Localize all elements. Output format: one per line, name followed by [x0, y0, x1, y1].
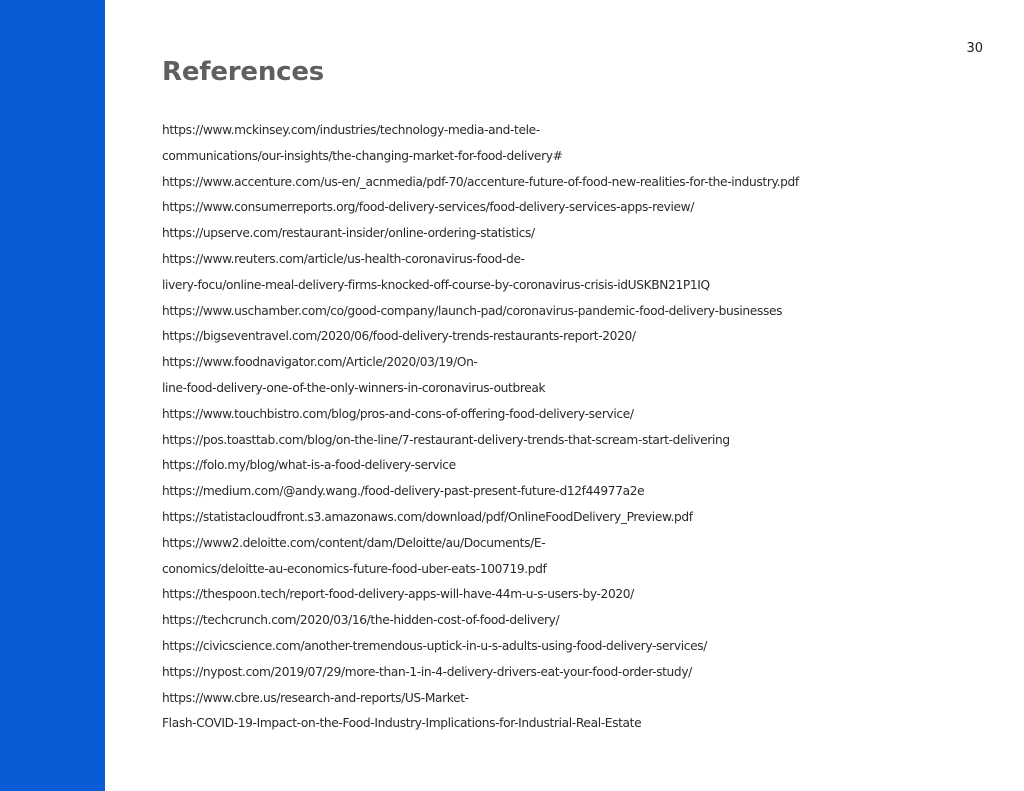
reference-line[interactable]: livery-focu/online-meal-delivery-firms-knocked-off-course-by-coronavirus-crisis-idUSKBN21P1IQ	[162, 277, 710, 292]
reference-line[interactable]: conomics/deloitte-au-economics-future-food-uber-eats-100719.pdf	[162, 561, 547, 576]
reference-line[interactable]: line-food-delivery-one-of-the-only-winners-in-coronavirus-outbreak	[162, 380, 546, 395]
reference-line[interactable]: https://pos.toasttab.com/blog/on-the-line/7-restaurant-delivery-trends-that-scream-start-delivering	[162, 432, 730, 447]
references-list	[162, 118, 962, 737]
page-title: References	[162, 57, 325, 87]
page-number: 30	[966, 41, 983, 56]
reference-line[interactable]: https://nypost.com/2019/07/29/more-than-1-in-4-delivery-drivers-eat-your-food-order-study/	[162, 664, 692, 679]
reference-line[interactable]: https://medium.com/@andy.wang./food-delivery-past-present-future-d12f44977a2e	[162, 484, 645, 499]
reference-line[interactable]: https://www.reuters.com/article/us-health-coronavirus-food-de-	[162, 251, 525, 266]
reference-line[interactable]: https://www.mckinsey.com/industries/technology-media-and-tele-	[162, 123, 540, 137]
reference-line[interactable]: https://upserve.com/restaurant-insider/online-ordering-statistics/	[162, 226, 535, 241]
reference-line[interactable]: https://www.accenture.com/us-en/_acnmedia/pdf-70/accenture-future-of-food-new-realities-for-the-industry.pdf	[162, 174, 799, 189]
side-accent-bar	[0, 0, 105, 791]
reference-line[interactable]: communications/our-insights/the-changing-market-for-food-delivery#	[162, 148, 563, 163]
reference-line[interactable]: https://thespoon.tech/report-food-delivery-apps-will-have-44m-u-s-users-by-2020/	[162, 587, 634, 602]
reference-line[interactable]: https://statistacloudfront.s3.amazonaws.com/download/pdf/OnlineFoodDelivery_Preview.pdf	[162, 509, 693, 524]
reference-line[interactable]: https://www.touchbistro.com/blog/pros-and-cons-of-offering-food-delivery-service/	[162, 406, 634, 421]
reference-line[interactable]: https://techcrunch.com/2020/03/16/the-hidden-cost-of-food-delivery/	[162, 613, 560, 628]
reference-line[interactable]: https://www2.deloitte.com/content/dam/Deloitte/au/Documents/E-	[162, 535, 546, 550]
reference-line[interactable]: https://www.consumerreports.org/food-delivery-services/food-delivery-services-apps-review/	[162, 200, 695, 215]
reference-line[interactable]: Flash-COVID-19-Impact-on-the-Food-Industry-Implications-for-Industrial-Real-Estate	[162, 716, 642, 731]
reference-line[interactable]: https://www.uschamber.com/co/good-company/launch-pad/coronavirus-pandemic-food-delivery-businesses	[162, 303, 783, 318]
reference-line[interactable]: https://bigseventravel.com/2020/06/food-delivery-trends-restaurants-report-2020/	[162, 329, 636, 344]
reference-line[interactable]: https://www.cbre.us/research-and-reports/US-Market-	[162, 690, 469, 705]
reference-line[interactable]: https://civicscience.com/another-tremendous-uptick-in-u-s-adults-using-food-delivery-services/	[162, 638, 707, 653]
reference-line[interactable]: https://www.foodnavigator.com/Article/2020/03/19/On-	[162, 355, 478, 370]
reference-line[interactable]: https://folo.my/blog/what-is-a-food-delivery-service	[162, 458, 456, 473]
